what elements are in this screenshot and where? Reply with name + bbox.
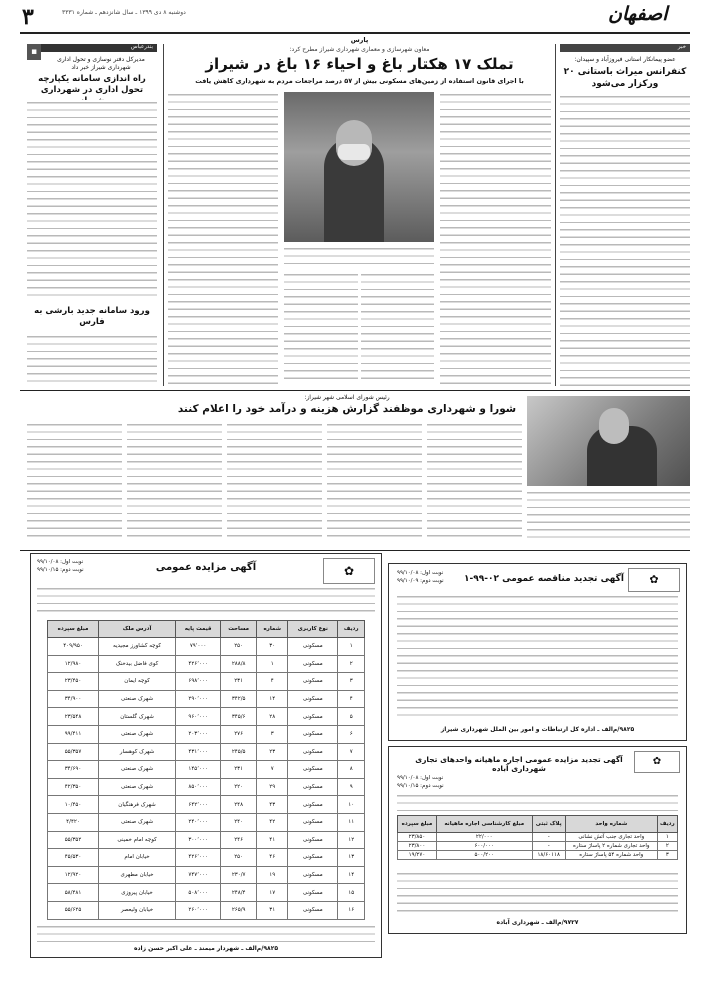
table-cell: ۱۰/۴۵۰ bbox=[48, 796, 99, 814]
date-line: دوشنبه ۸ دی ۱۳۹۹ ـ سال شانزدهم ـ شماره ۳۳۳۱ bbox=[62, 9, 186, 16]
table-cell: ۲۶۰٬۰۰۰ bbox=[176, 901, 221, 919]
right-column bbox=[560, 44, 690, 386]
table-cell: ۴ bbox=[257, 673, 288, 691]
table-cell: ۳۰۰٬۰۰۰ bbox=[176, 831, 221, 849]
second-body-col-4 bbox=[327, 422, 422, 540]
table-cell: ۴۰۹/۹۵۰ bbox=[48, 638, 99, 656]
table-row bbox=[48, 655, 365, 673]
table-cell: ۲۳۱ bbox=[221, 761, 257, 779]
section-rule-1 bbox=[20, 390, 690, 391]
table-cell: ۱۹ bbox=[257, 866, 288, 884]
second-body-col-2 bbox=[127, 422, 222, 540]
table-cell: ۱۹/۲۷۰ bbox=[398, 851, 437, 860]
table-header-cell: ردیف bbox=[338, 621, 365, 638]
table-cell: ۵۵/۳۵۲ bbox=[48, 831, 99, 849]
table-cell: ۵ bbox=[338, 708, 365, 726]
table-cell: ۱۰ bbox=[338, 796, 365, 814]
table-cell: ۲۰۳٬۰۰۰ bbox=[176, 725, 221, 743]
table-row bbox=[48, 743, 365, 761]
table-row bbox=[48, 901, 365, 919]
table-cell: ۴۲ bbox=[257, 813, 288, 831]
table-cell: شهرک فرهنگیان bbox=[99, 796, 176, 814]
tender-body-text bbox=[397, 594, 678, 720]
table-cell: کوی فاضل بیدخنک bbox=[99, 655, 176, 673]
table-row bbox=[48, 849, 365, 867]
table-cell: ۳۴/۶۹۰ bbox=[48, 761, 99, 779]
table-cell: ۱۳ bbox=[338, 849, 365, 867]
table-cell: - bbox=[532, 842, 565, 851]
table-cell: کوچه امام خمینی bbox=[99, 831, 176, 849]
table-cell: ۱۶ bbox=[338, 901, 365, 919]
table-cell: ۲۳ bbox=[257, 743, 288, 761]
main-kicker: معاون شهرسازی و معماری شهرداری شیراز مطرح کرد: bbox=[289, 46, 430, 53]
table-cell: ۳۴۲/۵ bbox=[221, 690, 257, 708]
table-header-cell: شماره bbox=[257, 621, 288, 638]
table-cell: مسکونی bbox=[288, 743, 338, 761]
auction-publish-first: نوبت اول: ۹۹/۱۰/۰۸ bbox=[37, 559, 84, 565]
main-body-col-4 bbox=[440, 92, 551, 384]
table-cell: ۲۷۶ bbox=[221, 725, 257, 743]
left-column bbox=[27, 44, 157, 386]
left-logo-badge: ▪ bbox=[27, 44, 41, 60]
rent-publish-first: نوبت اول: ۹۹/۱۰/۰۸ bbox=[397, 775, 444, 781]
table-cell: مسکونی bbox=[288, 673, 338, 691]
rent-ad bbox=[388, 746, 687, 934]
auction-intro-text bbox=[37, 586, 375, 616]
masthead bbox=[0, 0, 709, 30]
main-subhead: با اجرای قانون استفاده از زمین‌های مسکونی بیش از ۵۷ درصد مراجعات مردم به شهرداری کاهش یافت bbox=[195, 77, 524, 85]
table-cell: ۳ bbox=[338, 673, 365, 691]
table-row bbox=[48, 761, 365, 779]
table-cell: ۶۰۰/۰۰۰ bbox=[436, 842, 532, 851]
second-story bbox=[27, 394, 690, 544]
table-cell: شهرک کوهسار bbox=[99, 743, 176, 761]
table-cell: ۵۵/۳۵۷ bbox=[48, 743, 99, 761]
table-cell: ۱۴ bbox=[257, 690, 288, 708]
left-body-text-2 bbox=[27, 334, 157, 386]
second-body-col-3 bbox=[227, 422, 322, 540]
table-row bbox=[48, 725, 365, 743]
table-cell: ۷ bbox=[338, 743, 365, 761]
table-header-cell: ردیف bbox=[657, 816, 677, 833]
newspaper-logo: اصفهان bbox=[608, 3, 668, 25]
second-kicker: رئیس شورای اسلامی شهر شیراز: bbox=[304, 394, 390, 401]
table-cell: ۲ bbox=[657, 842, 677, 851]
second-story-photo bbox=[527, 396, 690, 486]
tender-publish-first: نوبت اول: ۹۹/۱۰/۰۸ bbox=[397, 570, 444, 576]
rent-intro-text bbox=[397, 793, 678, 811]
table-cell: ۱ bbox=[657, 833, 677, 842]
table-cell: شهرک صنعتی bbox=[99, 778, 176, 796]
left-kicker: مدیرکل دفتر نوسازی و تحول اداری شهرداری شیراز خبر داد bbox=[57, 56, 145, 71]
auction-title: آگهی مزایده عمومی bbox=[155, 562, 257, 573]
right-section-label: خبر bbox=[677, 44, 686, 50]
table-row bbox=[48, 796, 365, 814]
tender-title: آگهی تجدید مناقصه عمومی ۰۲-۹۹-۱ bbox=[464, 574, 624, 584]
table-cell: ۱ bbox=[338, 638, 365, 656]
table-cell: ۱۲/۹۸۰ bbox=[48, 655, 99, 673]
table-row bbox=[398, 833, 678, 842]
table-header-cell: مساحت bbox=[221, 621, 257, 638]
tender-publish-second: نوبت دوم: ۹۹/۱۰/۰۹ bbox=[397, 578, 444, 584]
table-cell: ۳۴/۹۰۰ bbox=[48, 690, 99, 708]
left-body-text-1 bbox=[27, 100, 157, 300]
table-cell: ۴۵/۵۳۰ bbox=[48, 849, 99, 867]
table-cell: ۲۲/۰۰۰ bbox=[436, 833, 532, 842]
table-cell: ۱۱ bbox=[338, 813, 365, 831]
table-cell: خیابان ولیعصر bbox=[99, 901, 176, 919]
rent-publish-second: نوبت دوم: ۹۹/۱۰/۱۵ bbox=[397, 783, 444, 789]
table-cell: ۷۹٬۰۰۰ bbox=[176, 638, 221, 656]
table-cell: ۵۰۰/۲۰۰ bbox=[436, 851, 532, 860]
table-cell: مسکونی bbox=[288, 796, 338, 814]
table-cell: واحد تجاری شماره ۲ پاساژ ستاره bbox=[565, 842, 657, 851]
table-cell: ۵۵/۶۲۵ bbox=[48, 901, 99, 919]
auction-table-wrap bbox=[47, 620, 365, 920]
table-cell: مسکونی bbox=[288, 778, 338, 796]
table-cell: ۲۳/۸۵۰ bbox=[398, 833, 437, 842]
second-body-col-1 bbox=[27, 422, 122, 540]
table-cell: ۳ bbox=[257, 725, 288, 743]
table-cell: شهرک گلستان bbox=[99, 708, 176, 726]
table-cell: ۲۴۵/۵ bbox=[221, 743, 257, 761]
section-rule-2 bbox=[20, 550, 690, 551]
rent-table bbox=[397, 815, 678, 860]
table-row bbox=[48, 638, 365, 656]
table-row bbox=[48, 690, 365, 708]
table-cell: مسکونی bbox=[288, 761, 338, 779]
table-cell: مسکونی bbox=[288, 813, 338, 831]
table-header-cell: پلاک ثبتی bbox=[532, 816, 565, 833]
table-cell: ۱۸/۶۰۱۱۸ bbox=[532, 851, 565, 860]
table-cell: ۹۶۰٬۰۰۰ bbox=[176, 708, 221, 726]
table-cell: مسکونی bbox=[288, 638, 338, 656]
table-cell: ۱ bbox=[257, 655, 288, 673]
table-cell: ۲۳/۴۵۰ bbox=[48, 673, 99, 691]
table-cell: ۲ bbox=[338, 655, 365, 673]
table-cell: کوچه کشاورز مجیدیه bbox=[99, 638, 176, 656]
main-section: پارس bbox=[350, 36, 369, 44]
table-cell: خیابان پیروزی bbox=[99, 884, 176, 902]
table-cell: ۳۰ bbox=[257, 638, 288, 656]
table-cell: ۳۱ bbox=[257, 901, 288, 919]
table-header-cell: آدرس ملک bbox=[99, 621, 176, 638]
table-cell: ۱۴ bbox=[338, 866, 365, 884]
table-row bbox=[48, 778, 365, 796]
table-cell: واحد شماره ۵۴ پاساژ ستاره bbox=[565, 851, 657, 860]
second-photo-face bbox=[599, 408, 629, 444]
table-cell: شهرک صنعتی bbox=[99, 813, 176, 831]
table-row bbox=[398, 842, 678, 851]
table-header-cell: قیمت پایه bbox=[176, 621, 221, 638]
table-cell: ۹ bbox=[338, 778, 365, 796]
table-cell: ۴۳۱٬۰۰۰ bbox=[176, 743, 221, 761]
right-kicker: عضو پیمانکار استانی فیروزآباد و سپیدان: bbox=[574, 56, 676, 63]
table-cell: ۲۵۰ bbox=[221, 638, 257, 656]
table-cell: ۲۶۵/۹ bbox=[221, 901, 257, 919]
rent-table-wrap bbox=[397, 815, 678, 860]
table-cell: ۱۲/۹۲۰ bbox=[48, 866, 99, 884]
table-cell: مسکونی bbox=[288, 690, 338, 708]
table-cell: ۴۲۶٬۰۰۰ bbox=[176, 849, 221, 867]
table-cell: مسکونی bbox=[288, 655, 338, 673]
table-cell: ۴ bbox=[338, 690, 365, 708]
table-cell: ۴۲/۳۵۰ bbox=[48, 778, 99, 796]
main-headline: تملک ۱۷ هکتار باغ و احیاء ۱۶ باغ در شیراز bbox=[205, 55, 514, 73]
column-rule-left bbox=[163, 44, 164, 386]
left-headline-2: ورود سامانه جدید بارشی به فارس bbox=[34, 306, 150, 327]
table-row bbox=[48, 831, 365, 849]
table-cell: ۲۴۶ bbox=[221, 831, 257, 849]
right-section-tab bbox=[560, 44, 690, 52]
photo-mask bbox=[338, 144, 370, 160]
table-cell: شهرک صنعتی bbox=[99, 725, 176, 743]
table-row bbox=[48, 884, 365, 902]
rent-title: آگهی تجدید مزایده عمومی اجاره ماهیانه واحدهای تجاری شهرداری آباده bbox=[415, 755, 623, 773]
table-cell: شهرک صنعتی bbox=[99, 761, 176, 779]
table-cell: ۲۴۰٬۰۰۰ bbox=[176, 813, 221, 831]
table-cell: ۴۶ bbox=[257, 849, 288, 867]
table-cell: واحد تجاری جنب آتش نشانی bbox=[565, 833, 657, 842]
table-cell: ۲۳۰/۷ bbox=[221, 866, 257, 884]
table-cell: ۲۳/۸۰۰ bbox=[398, 842, 437, 851]
table-header-cell: نوع کاربری bbox=[288, 621, 338, 638]
tender-logo: ✿ bbox=[628, 568, 680, 592]
tender-footer: ۹۸۲۵/م‌الف ـ اداره کل ارتباطات و امور بین الملل شهرداری شیراز bbox=[440, 726, 635, 733]
table-cell: ۴۱ bbox=[257, 831, 288, 849]
table-cell: ۲۳/۵۴۸ bbox=[48, 708, 99, 726]
second-body-col-5 bbox=[427, 422, 522, 540]
table-cell: ۲۹ bbox=[257, 778, 288, 796]
table-cell: ۶۹۸٬۰۰۰ bbox=[176, 673, 221, 691]
main-story bbox=[168, 36, 551, 386]
main-body-col-2 bbox=[284, 272, 358, 384]
auction-ad bbox=[30, 553, 382, 958]
table-row bbox=[48, 708, 365, 726]
table-cell: مسکونی bbox=[288, 725, 338, 743]
main-story-photo bbox=[284, 92, 434, 242]
tender-ad bbox=[388, 563, 687, 741]
table-cell: ۱۲ bbox=[338, 831, 365, 849]
auction-table bbox=[47, 620, 365, 920]
table-cell: مسکونی bbox=[288, 708, 338, 726]
table-cell: ۲۵۰ bbox=[221, 849, 257, 867]
table-row bbox=[48, 673, 365, 691]
table-cell: ۷ bbox=[257, 761, 288, 779]
table-row bbox=[48, 813, 365, 831]
table-cell: ۲۸۸/۸ bbox=[221, 655, 257, 673]
table-cell: ۶۴۲٬۰۰۰ bbox=[176, 796, 221, 814]
table-cell: مسکونی bbox=[288, 866, 338, 884]
table-cell: خیابان مطهری bbox=[99, 866, 176, 884]
table-cell: ۲۴۸ bbox=[221, 796, 257, 814]
table-cell: مسکونی bbox=[288, 901, 338, 919]
rent-footer: ۹۷۲۷/م‌الف ـ شهرداری آباده bbox=[496, 919, 579, 926]
right-headline: کنفرانس میراث باستانی ۲۰ ورکزار می‌شود bbox=[563, 67, 687, 89]
table-cell: مسکونی bbox=[288, 849, 338, 867]
rent-logo: ✿ bbox=[634, 751, 680, 773]
left-headline: راه اندازی سامانه یکپارچه تحول اداری در شهرداری bbox=[38, 74, 146, 95]
masthead-rule bbox=[20, 32, 690, 34]
table-cell: ۳۴۵/۶ bbox=[221, 708, 257, 726]
left-section-label: بندرعباس bbox=[130, 44, 153, 50]
table-cell: ۴/۴۲۰ bbox=[48, 813, 99, 831]
auction-footnotes bbox=[37, 924, 375, 942]
second-body-col-6 bbox=[527, 490, 690, 540]
table-cell: ۵۸/۴۸۱ bbox=[48, 884, 99, 902]
table-cell: ۵۰۸٬۰۰۰ bbox=[176, 884, 221, 902]
rent-conditions-text bbox=[397, 871, 678, 915]
auction-publish-second: نوبت دوم: ۹۹/۱۰/۱۵ bbox=[37, 567, 84, 573]
table-header-cell: مبلغ کارشناسی اجاره ماهیانه bbox=[436, 816, 532, 833]
table-row bbox=[398, 851, 678, 860]
table-cell: ۴۲۶٬۰۰۰ bbox=[176, 655, 221, 673]
second-headline: شورا و شهرداری موظفند گزارش هزینه و درآمد خود را اعلام کنند bbox=[177, 403, 517, 415]
table-cell: ۲۴۸/۴ bbox=[221, 884, 257, 902]
table-cell: ۲۸ bbox=[257, 708, 288, 726]
main-body-col-3 bbox=[361, 272, 434, 384]
table-cell: ۸ bbox=[338, 761, 365, 779]
table-cell: ۷۴۷٬۰۰۰ bbox=[176, 866, 221, 884]
table-cell: کوچه ایمان bbox=[99, 673, 176, 691]
table-cell: ۹۹/۴۱۱ bbox=[48, 725, 99, 743]
table-header-cell: مبلغ سپرده bbox=[398, 816, 437, 833]
table-cell: ۲۲۰ bbox=[221, 778, 257, 796]
table-cell: ۲۹۰٬۰۰۰ bbox=[176, 690, 221, 708]
table-cell: ۳ bbox=[657, 851, 677, 860]
table-cell: ۶ bbox=[338, 725, 365, 743]
right-body-text bbox=[560, 94, 690, 386]
table-cell: شهرک صنعتی bbox=[99, 690, 176, 708]
table-cell: ۲۳۱ bbox=[221, 673, 257, 691]
table-cell: ۲۴۰ bbox=[221, 813, 257, 831]
table-cell: مسکونی bbox=[288, 831, 338, 849]
table-cell: مسکونی bbox=[288, 884, 338, 902]
table-cell: - bbox=[532, 833, 565, 842]
main-photo-caption bbox=[284, 246, 434, 268]
main-body-col-1 bbox=[168, 92, 278, 384]
table-cell: ۱۵ bbox=[338, 884, 365, 902]
auction-footer: ۹۸۲۵/م‌الف ـ شهردار میمند ـ علی اکبر حسن زاده bbox=[133, 945, 279, 952]
column-rule-right bbox=[555, 44, 556, 386]
auction-logo: ✿ bbox=[323, 558, 375, 584]
table-cell: خیابان امام bbox=[99, 849, 176, 867]
table-cell: ۱۴۵٬۰۰۰ bbox=[176, 761, 221, 779]
table-cell: ۴۳ bbox=[257, 796, 288, 814]
page-number: ۳ bbox=[22, 4, 34, 30]
table-cell: ۱۷ bbox=[257, 884, 288, 902]
table-header-cell: مبلغ سپرده bbox=[48, 621, 99, 638]
table-row bbox=[48, 866, 365, 884]
table-cell: ۸۵۰٬۰۰۰ bbox=[176, 778, 221, 796]
table-header-cell: شماره واحد bbox=[565, 816, 657, 833]
